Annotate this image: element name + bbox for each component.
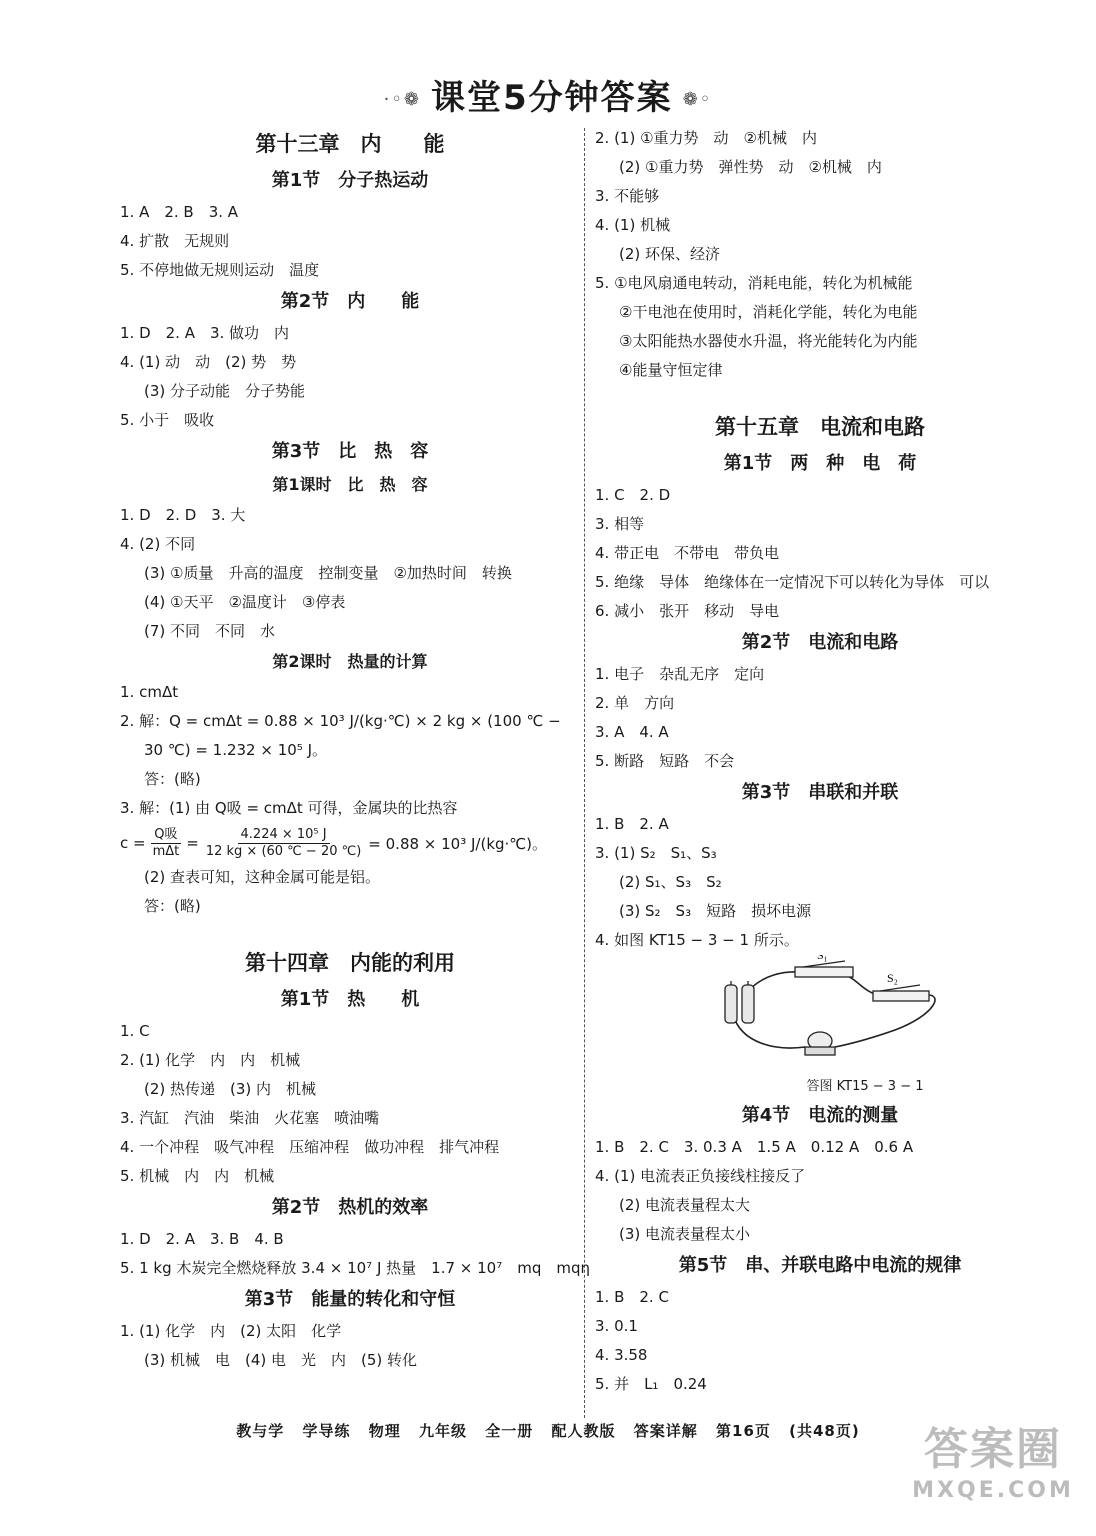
answer-line: 4. (1) 电流表正负接线柱接反了 bbox=[595, 1167, 806, 1185]
answer-line: (2) S₁、S₃ S₂ bbox=[619, 873, 722, 891]
answer-line: 3. A 4. A bbox=[595, 723, 669, 741]
answer-line: 4. (1) 动 动 (2) 势 势 bbox=[120, 353, 297, 371]
right-column bbox=[595, 124, 1045, 1399]
chapter-15-title: 第十五章 电流和电路 bbox=[715, 415, 925, 439]
footer-brand: 教与学 bbox=[236, 1422, 285, 1440]
switch-s1 bbox=[795, 967, 853, 977]
answer-line: 3. 汽缸 汽油 柴油 火花塞 喷油嘴 bbox=[120, 1109, 380, 1127]
answer-line: 1. D 2. A 3. 做功 内 bbox=[120, 324, 290, 342]
page-title-text: 课堂5分钟答案 bbox=[431, 78, 673, 118]
answer-line: 答：(略) bbox=[144, 770, 201, 788]
switch-s2 bbox=[873, 991, 929, 1001]
ch14-section-3-title: 第3节 能量的转化和守恒 bbox=[244, 1289, 456, 1310]
left-ornament-icon: ·◦❁ bbox=[383, 89, 422, 110]
ch13-section-2-title: 第2节 内 能 bbox=[280, 291, 420, 312]
answer-line: 5. 并 L₁ 0.24 bbox=[595, 1375, 707, 1393]
fraction-1 bbox=[150, 827, 183, 860]
figure-caption: 答图 KT15 − 3 − 1 bbox=[806, 1079, 924, 1094]
fraction-2 bbox=[203, 827, 364, 860]
switch-s2-label: S₂ bbox=[887, 971, 898, 985]
answer-line: 2. (1) 化学 内 内 机械 bbox=[120, 1051, 301, 1069]
answer-line: 4. 扩散 无规则 bbox=[120, 232, 230, 250]
answer-line: 答：(略) bbox=[144, 897, 201, 915]
answer-line: 5. 机械 内 内 机械 bbox=[120, 1167, 275, 1185]
answer-line: 4. 3.58 bbox=[595, 1346, 648, 1364]
answer-line: 3. (1) S₂ S₁、S₃ bbox=[595, 844, 717, 862]
answer-line: 5. 不停地做无规则运动 温度 bbox=[120, 261, 320, 279]
answer-line: 1. (1) 化学 内 (2) 太阳 化学 bbox=[120, 1322, 342, 1340]
answer-line: 1. 电子 杂乱无序 定向 bbox=[595, 665, 765, 683]
ch15-section-1-title: 第1节 两 种 电 荷 bbox=[723, 453, 917, 474]
answer-line: 2. (1) ①重力势 动 ②机械 内 bbox=[595, 129, 817, 147]
answer-line: (3) ①质量 升高的温度 控制变量 ②加热时间 转换 bbox=[144, 564, 512, 582]
answer-line: 4. (1) 机械 bbox=[595, 216, 671, 234]
lesson-1-title: 第1课时 比 热 容 bbox=[272, 475, 428, 494]
answer-line: 1. B 2. C 3. 0.3 A 1.5 A 0.12 A 0.6 A bbox=[595, 1138, 914, 1156]
answer-line: 5. 断路 短路 不会 bbox=[595, 752, 735, 770]
column-divider bbox=[584, 128, 585, 1418]
answer-line: 1. cmΔt bbox=[120, 683, 179, 701]
fraction-numerator: Q吸 bbox=[151, 827, 180, 844]
chapter-14-title: 第十四章 内能的利用 bbox=[245, 951, 455, 975]
ch13-section-1-title: 第1节 分子热运动 bbox=[271, 170, 429, 191]
answer-line: 5. 1 kg 木炭完全燃烧释放 3.4 × 10⁷ J 热量 1.7 × 10⁷ mq mqη bbox=[120, 1259, 590, 1277]
answer-line: 3. 0.1 bbox=[595, 1317, 638, 1335]
ch13-section-3-title: 第3节 比 热 容 bbox=[271, 441, 429, 462]
answer-line: (7) 不同 不同 水 bbox=[144, 622, 276, 640]
answer-line: ②干电池在使用时，消耗化学能，转化为电能 bbox=[619, 303, 918, 321]
answer-line: (3) 电流表量程太小 bbox=[619, 1225, 751, 1243]
fraction-denominator: mΔt bbox=[152, 843, 180, 859]
ch14-section-2-title: 第2节 热机的效率 bbox=[271, 1197, 429, 1218]
footer-page-total: (共48页) bbox=[789, 1422, 860, 1440]
answer-line: 3. 相等 bbox=[595, 515, 645, 533]
circuit-diagram bbox=[595, 955, 1045, 1075]
watermark-text: 答案圈 bbox=[924, 1424, 1062, 1475]
answer-line: 4. 带正电 不带电 带负电 bbox=[595, 544, 780, 562]
ch15-section-2-title: 第2节 电流和电路 bbox=[741, 632, 899, 653]
ch15-section-5-title: 第5节 串、并联电路中电流的规律 bbox=[678, 1255, 962, 1276]
formula-rhs: = 0.88 × 10³ J/(kg·℃)。 bbox=[368, 834, 548, 853]
specific-heat-formula bbox=[120, 823, 580, 863]
answer-line: 5. ①电风扇通电转动，消耗电能，转化为机械能 bbox=[595, 274, 913, 292]
answer-line: (2) ①重力势 弹性势 动 ②机械 内 bbox=[619, 158, 882, 176]
fraction-denominator: 12 kg × (60 ℃ − 20 ℃) bbox=[205, 843, 362, 859]
footer-page-number: 第16页 bbox=[716, 1422, 771, 1440]
answer-line: 5. 绝缘 导体 绝缘体在一定情况下可以转化为导体 可以 bbox=[595, 573, 990, 591]
answer-line: 3. 解：(1) 由 Q吸 = cmΔt 可得，金属块的比热容 bbox=[120, 799, 458, 817]
footer-subject: 物理 bbox=[368, 1422, 401, 1440]
answer-line: 4. (2) 不同 bbox=[120, 535, 196, 553]
footer-grade: 九年级 bbox=[419, 1422, 468, 1440]
wire bbox=[835, 995, 935, 1047]
page-title bbox=[0, 70, 1096, 119]
footer-volume: 全一册 bbox=[485, 1422, 534, 1440]
answer-line: 30 ℃) = 1.232 × 10⁵ J。 bbox=[144, 741, 327, 759]
ch15-section-3-title: 第3节 串联和并联 bbox=[741, 782, 899, 803]
chapter-13-title: 第十三章 内 能 bbox=[255, 132, 445, 156]
answer-line: 1. D 2. A 3. B 4. B bbox=[120, 1230, 284, 1248]
switch-s1-label: S₁ bbox=[817, 955, 828, 962]
footer-note: 答案详解 bbox=[633, 1422, 698, 1440]
answer-line: 1. B 2. C bbox=[595, 1288, 669, 1306]
answer-line: (2) 查表可知，这种金属可能是铝。 bbox=[144, 868, 381, 886]
answer-line: 2. 单 方向 bbox=[595, 694, 675, 712]
ch14-section-1-title: 第1节 热 机 bbox=[280, 989, 420, 1010]
footer-series: 学导练 bbox=[302, 1422, 351, 1440]
watermark-url: MXQE.COM bbox=[912, 1478, 1074, 1503]
footer-edition: 配人教版 bbox=[551, 1422, 616, 1440]
ch15-section-4-title: 第4节 电流的测量 bbox=[741, 1105, 899, 1126]
right-ornament-icon: ❁◦ bbox=[682, 89, 713, 110]
answer-line: (3) 分子动能 分子势能 bbox=[144, 382, 306, 400]
watermark-logo bbox=[908, 1422, 1078, 1522]
answer-line: 1. D 2. D 3. 大 bbox=[120, 506, 246, 524]
answer-line: (2) 电流表量程太大 bbox=[619, 1196, 751, 1214]
answer-line: ③太阳能热水器使水升温，将光能转化为内能 bbox=[619, 332, 918, 350]
battery-cell bbox=[725, 985, 737, 1023]
answer-line: 6. 减小 张开 移动 导电 bbox=[595, 602, 780, 620]
answer-line: (4) ①天平 ②温度计 ③停表 bbox=[144, 593, 346, 611]
answer-line: (3) 机械 电 (4) 电 光 内 (5) 转化 bbox=[144, 1351, 418, 1369]
answer-line: 5. 小于 吸收 bbox=[120, 411, 215, 429]
circuit-figure bbox=[595, 955, 1045, 1075]
battery-cell bbox=[742, 985, 754, 1023]
formula-equals: = bbox=[186, 834, 199, 852]
wire bbox=[735, 1020, 805, 1048]
answer-line: 4. 如图 KT15 − 3 − 1 所示。 bbox=[595, 931, 799, 949]
answer-line: (2) 热传递 (3) 内 机械 bbox=[144, 1080, 317, 1098]
answer-line: (2) 环保、经济 bbox=[619, 245, 721, 263]
answer-line: 3. 不能够 bbox=[595, 187, 660, 205]
answer-line: (3) S₂ S₃ 短路 损坏电源 bbox=[619, 902, 812, 920]
left-column bbox=[120, 124, 590, 1375]
formula-lhs: c = bbox=[120, 834, 146, 852]
answer-line: 1. C 2. D bbox=[595, 486, 671, 504]
fraction-numerator: 4.224 × 10⁵ J bbox=[238, 827, 330, 844]
answer-line: 1. A 2. B 3. A bbox=[120, 203, 239, 221]
answer-line: 1. C bbox=[120, 1022, 150, 1040]
answer-line: ④能量守恒定律 bbox=[619, 361, 723, 379]
lesson-2-title: 第2课时 热量的计算 bbox=[272, 652, 428, 671]
answer-line: 2. 解：Q = cmΔt = 0.88 × 10³ J/(kg·℃) × 2 kg × (100 ℃ − bbox=[120, 712, 561, 730]
answer-line: 1. B 2. A bbox=[595, 815, 669, 833]
answer-line: 4. 一个冲程 吸气冲程 压缩冲程 做功冲程 排气冲程 bbox=[120, 1138, 500, 1156]
